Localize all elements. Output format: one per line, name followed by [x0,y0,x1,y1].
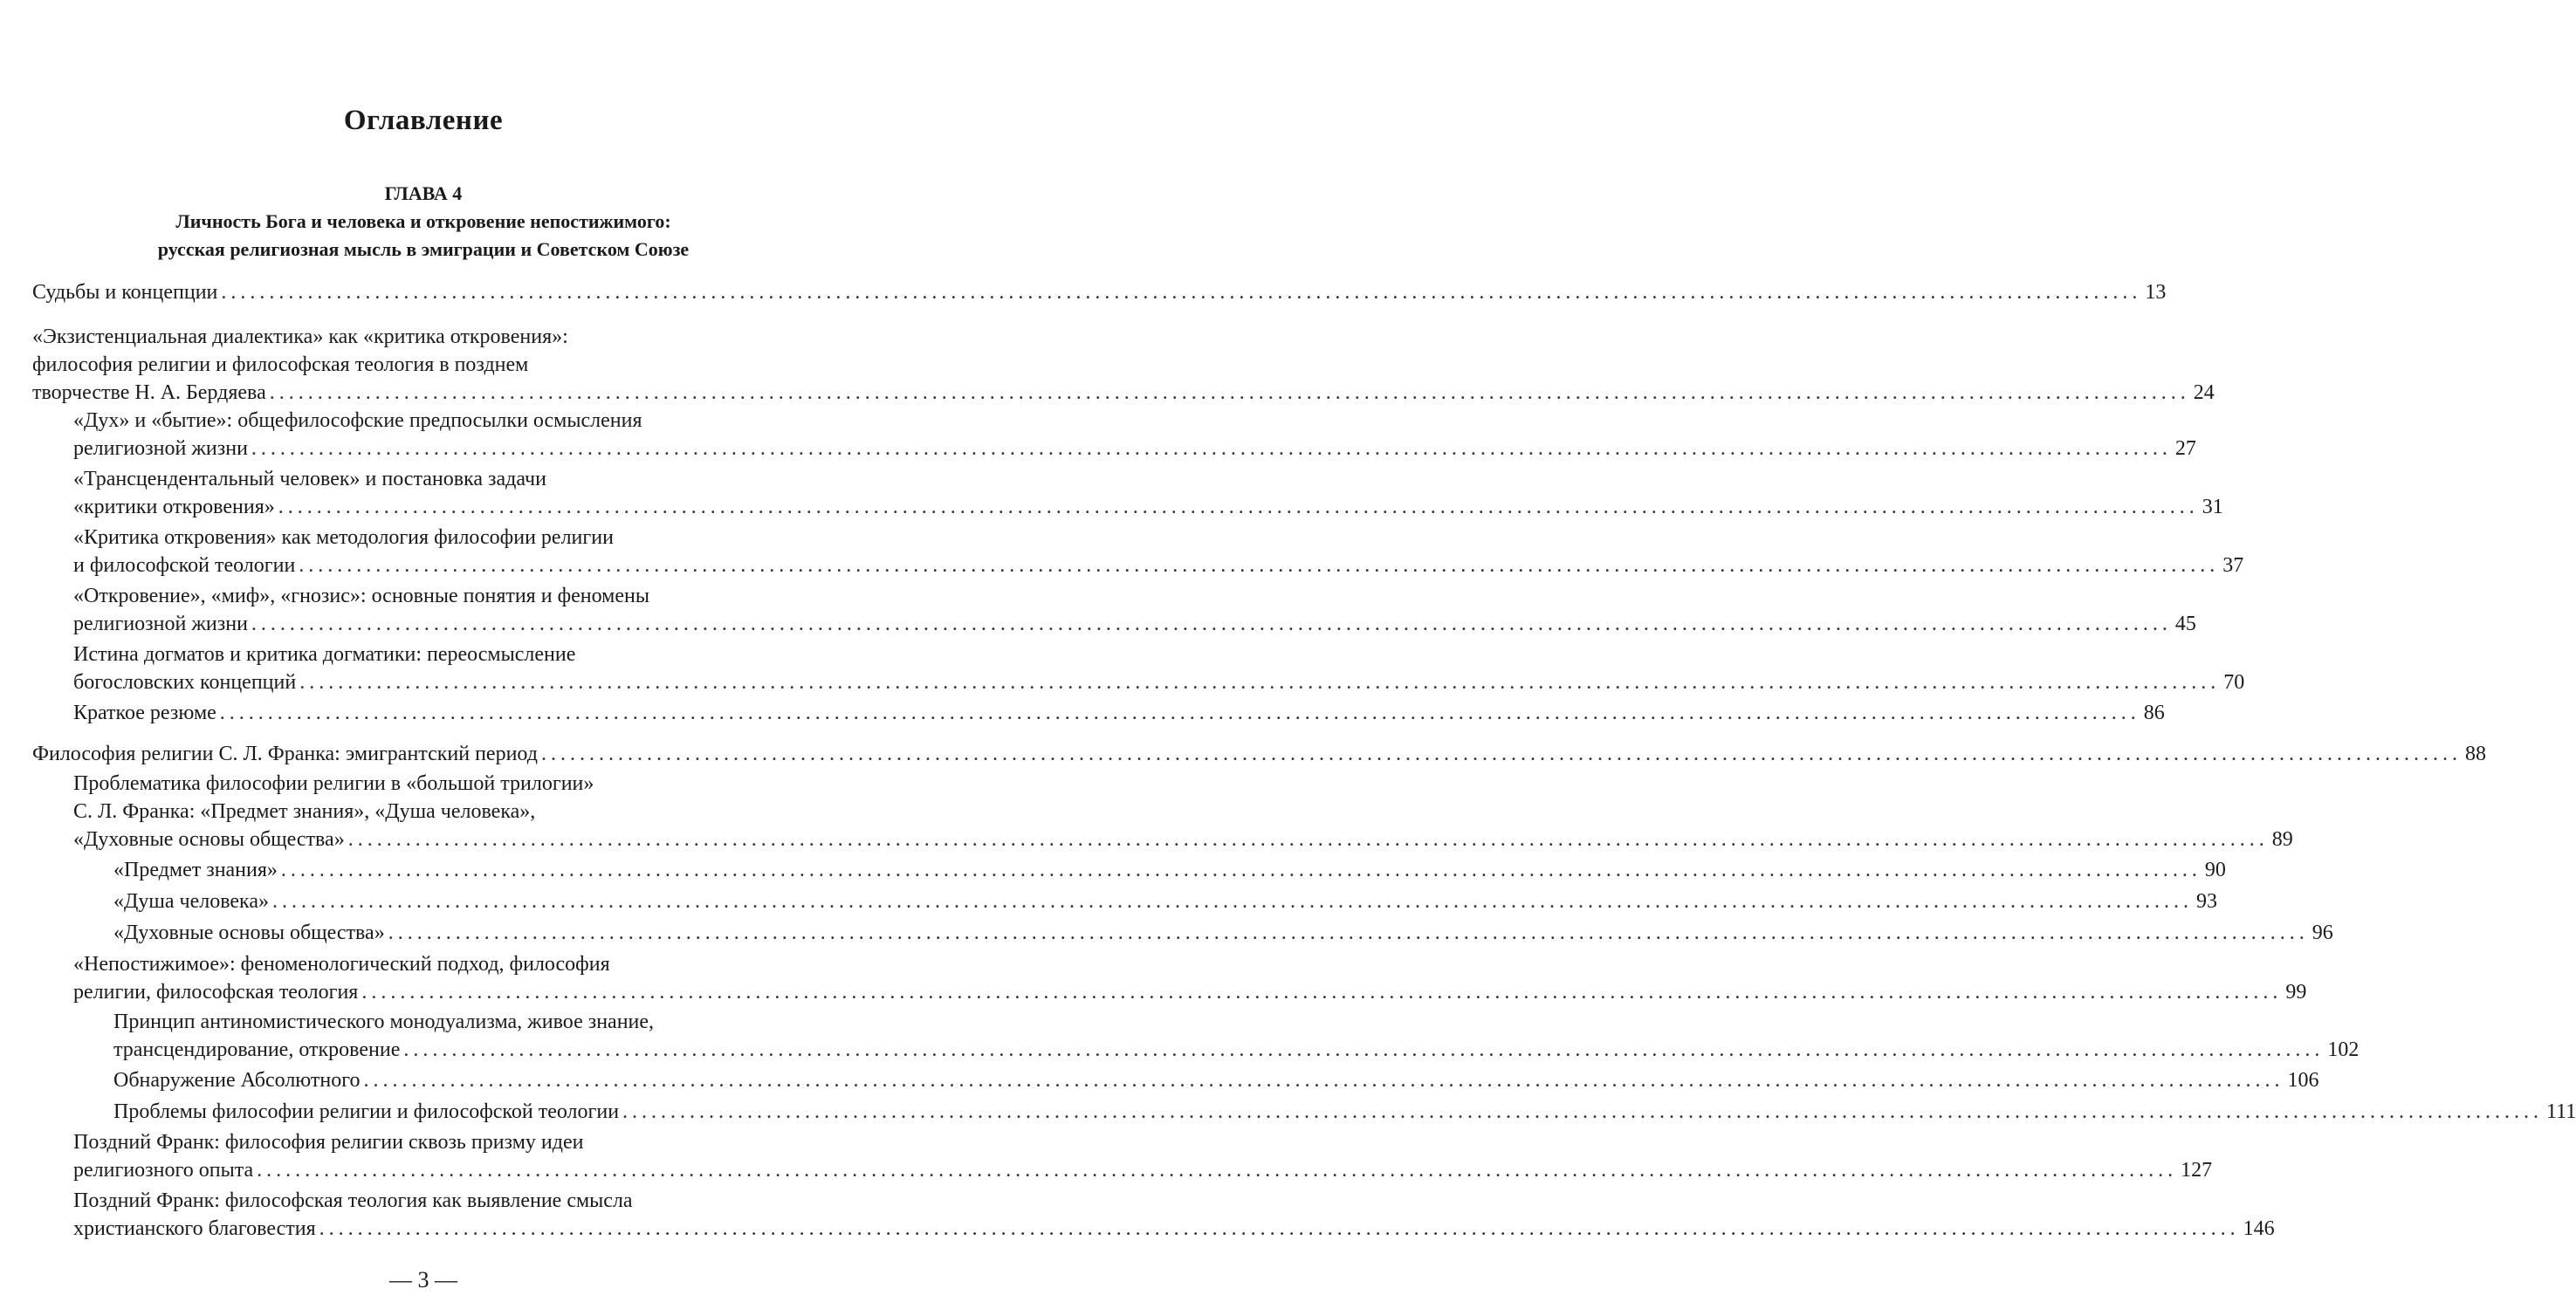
toc-page-number: 90 [2204,859,2226,881]
toc-page-number: 31 [2202,496,2223,518]
toc-dot-leader: ........................................................................................................................................................................................................ [540,743,2462,765]
toc-entry[interactable] [113,1098,2576,1126]
toc-entry-text: трансцендирование, откровение [113,1038,401,1061]
toc-dot-leader: ........................................................................................................................................................................................................ [251,437,2172,460]
toc-dot-leader: ........................................................................................................................................................................................................ [278,496,2199,518]
toc-entry[interactable] [73,770,2293,853]
toc-entry[interactable] [73,407,2196,463]
toc-entry-text: «критики откровения» [73,496,275,518]
toc-entry-text: «Духовные основы общества» [113,922,385,944]
toc-entry-text: философия религии и философская теология в позднем [32,353,529,376]
toc-dot-leader: ........................................................................................................................................................................................................ [269,381,2190,404]
toc-entry[interactable] [32,323,2215,407]
toc-entry-text: Истина догматов и критика догматики: переосмысление [73,643,576,666]
toc-entry[interactable] [73,699,2165,727]
toc-entry[interactable] [73,1187,2275,1243]
page-number: — 3 — [389,1267,457,1292]
toc-page-number: 88 [2464,743,2486,765]
toc-entry[interactable] [32,278,2167,306]
toc-page-number: 45 [2174,613,2196,635]
toc-entry-text: Проблемы философии религии и философской теологии [113,1100,620,1123]
toc-entry[interactable] [113,919,2333,947]
toc-dot-leader: ........................................................................................................................................................................................................ [219,702,2140,724]
toc-entry-text: «Трансцендентальный человек» и постановка задачи [73,468,546,490]
toc-page-number: 70 [2223,671,2245,694]
toc-entry[interactable] [73,1128,2213,1184]
toc-entry[interactable] [113,1066,2319,1094]
toc-page-number: 27 [2174,437,2196,460]
toc-dot-leader: ........................................................................................................................................................................................................ [388,922,2309,944]
toc-entry-text: С. Л. Франка: «Предмет знания», «Душа человека», [73,800,536,823]
chapter-label: ГЛАВА 4 [384,182,463,204]
toc-entry-text: Краткое резюме [73,702,216,724]
toc-entry[interactable] [73,465,2223,521]
toc-entry-text: религиозной жизни [73,437,248,460]
toc-entry-text: «Откровение», «миф», «гнозис»: основные понятия и феномены [73,585,649,607]
toc-page-number: 86 [2143,702,2165,724]
toc-entry-text: «Непостижимое»: феноменологический подход, философия [73,953,610,976]
toc-page-number: 102 [2327,1038,2360,1061]
toc-page-number: 89 [2271,828,2293,851]
toc-page-number: 99 [2285,981,2307,1004]
toc-entry-text: религиозной жизни [73,613,248,635]
toc-entry-text: христианского благовестия [73,1217,316,1240]
toc-page-number: 13 [2145,281,2167,304]
toc-entry-text: «Предмет знания» [113,859,278,881]
toc-entry-text: «Духовные основы общества» [73,828,345,851]
chapter-subtitle-line-2: русская религиозная мысль в эмиграции и Советском Союзе [157,238,690,260]
toc-page-number: 106 [2287,1069,2319,1092]
chapter-subtitle-line-1: Личность Бога и человека и откровение непостижимого: [175,210,671,232]
toc-entry-text: «Дух» и «бытие»: общефилософские предпосылки осмысления [73,409,642,432]
toc-entry-text: Судьбы и концепции [32,281,218,304]
toc-dot-leader: ........................................................................................................................................................................................................ [299,554,2220,577]
toc-dot-leader: ........................................................................................................................................................................................................ [363,1069,2284,1092]
toc-entry[interactable] [73,524,2244,579]
toc-entry[interactable] [113,887,2217,915]
toc-page-number: 96 [2312,922,2333,944]
toc-entry-text: Принцип антиномистического монодуализма, живое знание, [113,1011,655,1033]
toc-dot-leader: ........................................................................................................................................................................................................ [221,281,2142,304]
toc-entry[interactable] [32,740,2486,768]
toc-entry[interactable] [73,582,2196,638]
toc-dot-leader: ........................................................................................................................................................................................................ [280,859,2202,881]
toc-entry-text: «Критика откровения» как методология философии религии [73,526,614,549]
toc-entry-text: Проблематика философии религии в «большой трилогии» [73,772,594,795]
toc-page-number: 111 [2546,1100,2576,1123]
toc-entry-text: Философия религии С. Л. Франка: эмигрантский период [32,743,538,765]
toc-page-number: 37 [2222,554,2244,577]
toc-page-number: 146 [2243,1217,2275,1240]
toc-entry-text: «Экзистенциальная диалектика» как «критика откровения»: [32,326,568,348]
toc-page-number: 24 [2193,381,2215,404]
toc-entry[interactable] [73,950,2307,1006]
toc-dot-leader: ........................................................................................................................................................................................................ [403,1038,2325,1061]
toc-entry-text: и философской теологии [73,554,296,577]
toc-entry-text: Поздний Франк: философия религии сквозь призму идеи [73,1131,584,1154]
toc-entry-text: Обнаружение Абсолютного [113,1069,361,1092]
page-title: Оглавление [343,105,504,136]
toc-entry-text: религиозного опыта [73,1159,254,1182]
toc-dot-leader: ........................................................................................................................................................................................................ [272,890,2193,913]
toc-entry-text: Поздний Франк: философская теология как выявление смысла [73,1189,633,1212]
toc-dot-leader: ........................................................................................................................................................................................................ [319,1217,2240,1240]
toc-dot-leader: ........................................................................................................................................................................................................ [257,1159,2178,1182]
toc-dot-leader: ........................................................................................................................................................................................................ [622,1100,2544,1123]
toc-entry-text: «Душа человека» [113,890,269,913]
chapter-heading [0,180,847,264]
toc-dot-leader: ........................................................................................................................................................................................................ [251,613,2172,635]
toc-dot-leader: ........................................................................................................................................................................................................ [347,828,2269,851]
toc-entry-text: богословских концепций [73,671,297,694]
toc-page-number: 127 [2181,1159,2213,1182]
toc-dot-leader: ........................................................................................................................................................................................................ [299,671,2221,694]
toc-entry[interactable] [113,1008,2360,1064]
toc-page-number: 93 [2196,890,2217,913]
toc-entry[interactable] [113,856,2226,884]
toc-entry-text: религии, философская теология [73,981,359,1004]
toc-entry[interactable] [73,641,2245,696]
toc-entry-text: творчестве Н. А. Бердяева [32,381,266,404]
toc-dot-leader: ........................................................................................................................................................................................................ [361,981,2283,1004]
